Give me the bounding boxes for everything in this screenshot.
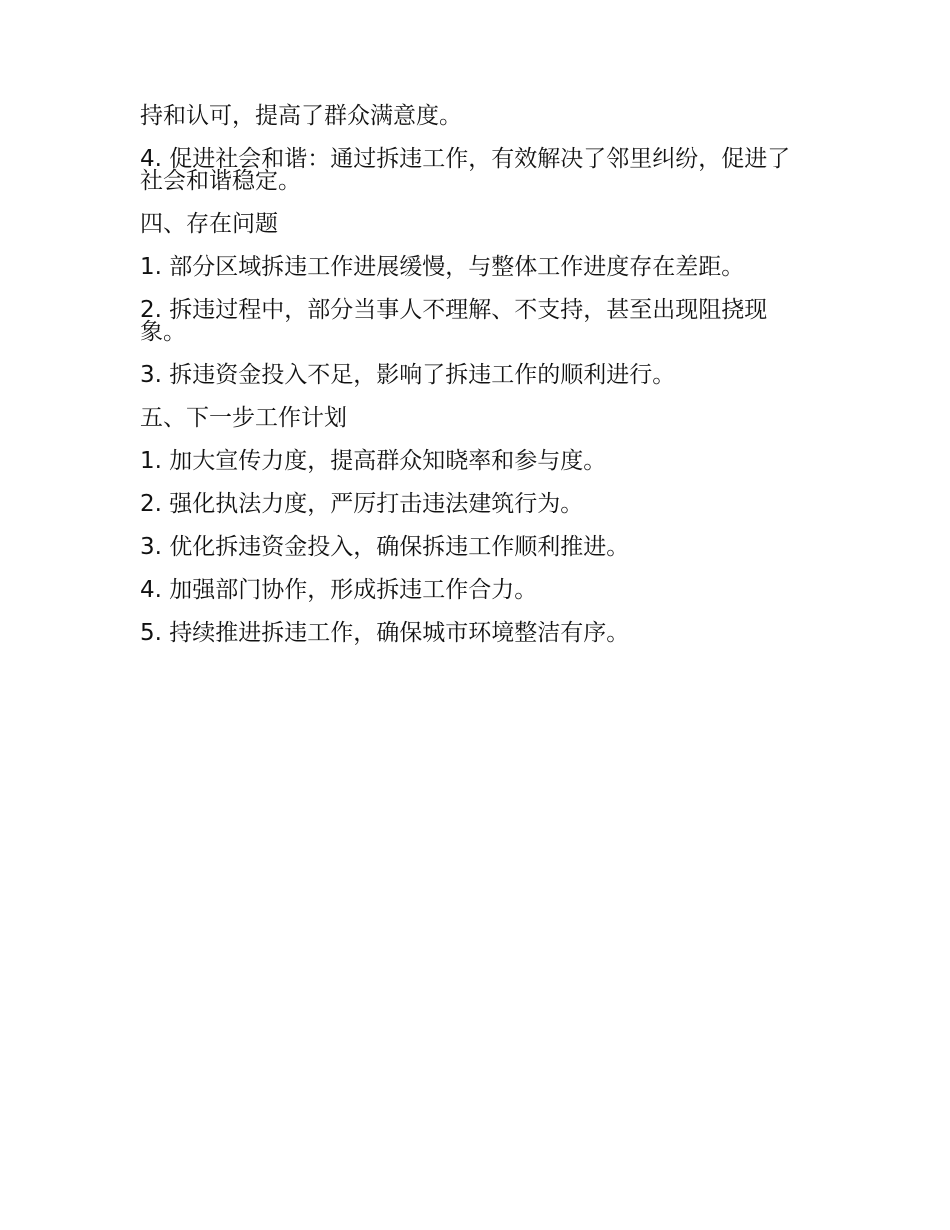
plan-item-2: 2. 强化执法力度，严厉打击违法建筑行为。 (140, 491, 584, 517)
paragraph-item-4-social-harmony: 4. 促进社会和谐：通过拆违工作，有效解决了邻里纠纷，促进了社会和谐稳定。 (140, 146, 791, 194)
problem-item-3: 3. 拆违资金投入不足，影响了拆违工作的顺利进行。 (140, 362, 676, 388)
document-body (140, 105, 795, 665)
problem-item-1: 1. 部分区域拆违工作进展缓慢，与整体工作进度存在差距。 (140, 254, 745, 280)
plan-item-5: 5. 持续推进拆违工作，确保城市环境整洁有序。 (140, 620, 630, 646)
problem-item-2: 2. 拆违过程中，部分当事人不理解、不支持，甚至出现阻挠现象。 (140, 297, 768, 345)
section-heading-problems: 四、存在问题 (140, 211, 278, 237)
plan-item-4: 4. 加强部门协作，形成拆违工作合力。 (140, 577, 538, 603)
paragraph-continuation: 持和认可，提高了群众满意度。 (140, 103, 462, 129)
section-heading-next-steps: 五、下一步工作计划 (140, 405, 347, 431)
plan-item-1: 1. 加大宣传力度，提高群众知晓率和参与度。 (140, 448, 607, 474)
plan-item-3: 3. 优化拆违资金投入，确保拆违工作顺利推进。 (140, 534, 630, 560)
